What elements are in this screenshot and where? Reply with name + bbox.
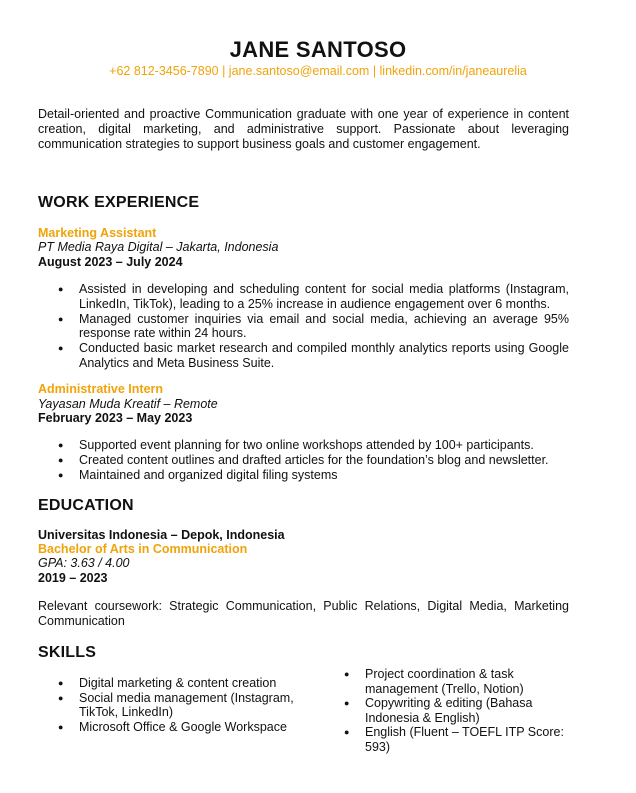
job-organization: PT Media Raya Digital – Jakarta, Indonesia: [38, 240, 279, 254]
list-item: ● Digital marketing & content creation: [58, 676, 298, 691]
resume-name: JANE SANTOSO: [229, 37, 407, 62]
skills-list-left: [58, 676, 298, 734]
list-item: ● English (Fluent – TOEFL ITP Score: 593): [344, 725, 576, 754]
section-heading-skills: SKILLS: [38, 644, 97, 661]
job-bullet-list: [58, 438, 569, 482]
job-bullet-list: [58, 282, 569, 371]
job-title: Marketing Assistant: [38, 226, 157, 240]
school-name: Universitas Indonesia – Depok, Indonesia: [38, 528, 285, 542]
job-organization: Yayasan Muda Kreatif – Remote: [38, 397, 218, 411]
list-item: ● Created content outlines and drafted articles for the foundation’s blog and newsletter.: [58, 453, 569, 468]
education-dates: 2019 – 2023: [38, 571, 108, 585]
list-item: ● Conducted basic market research and compiled monthly analytics reports using Google Analytics and Meta Business Suite.: [58, 341, 569, 371]
list-item: ● Copywriting & editing (Bahasa Indonesia & English): [344, 696, 576, 725]
job-title: Administrative Intern: [38, 382, 164, 396]
skills-list-right: [344, 667, 576, 755]
list-item: ● Maintained and organized digital filing systems: [58, 468, 569, 483]
job-dates: August 2023 – July 2024: [38, 255, 183, 269]
contact-line: +62 812-3456-7890 | jane.santoso@email.com | linkedin.com/in/janeaurelia: [109, 64, 527, 78]
list-item: ● Assisted in developing and scheduling content for social media platforms (Instagram, LinkedIn, TikTok), leading to a 25% increase in audience engagement over 6 months.: [58, 282, 569, 312]
section-heading-work-experience: WORK EXPERIENCE: [38, 194, 200, 211]
list-item: ● Social media management (Instagram, TikTok, LinkedIn): [58, 691, 298, 720]
job-dates: February 2023 – May 2023: [38, 411, 193, 425]
section-heading-education: EDUCATION: [38, 497, 134, 514]
summary-paragraph: Detail-oriented and proactive Communication graduate with one year of experience in content creation, digital marketing, and administrative support. Passionate about leveraging communication strategies to support business goals and customer engagement.: [38, 107, 569, 151]
list-item: ● Managed customer inquiries via email and social media, achieving an average 95% response rate within 24 hours.: [58, 312, 569, 342]
list-item: ● Project coordination & task management (Trello, Notion): [344, 667, 576, 696]
list-item: ● Microsoft Office & Google Workspace: [58, 720, 298, 735]
coursework: Relevant coursework: Strategic Communication, Public Relations, Digital Media, Marketing Communication: [38, 599, 569, 628]
degree-name: Bachelor of Arts in Communication: [38, 542, 248, 556]
gpa: GPA: 3.63 / 4.00: [38, 556, 130, 570]
list-item: ● Supported event planning for two online workshops attended by 100+ participants.: [58, 438, 569, 453]
